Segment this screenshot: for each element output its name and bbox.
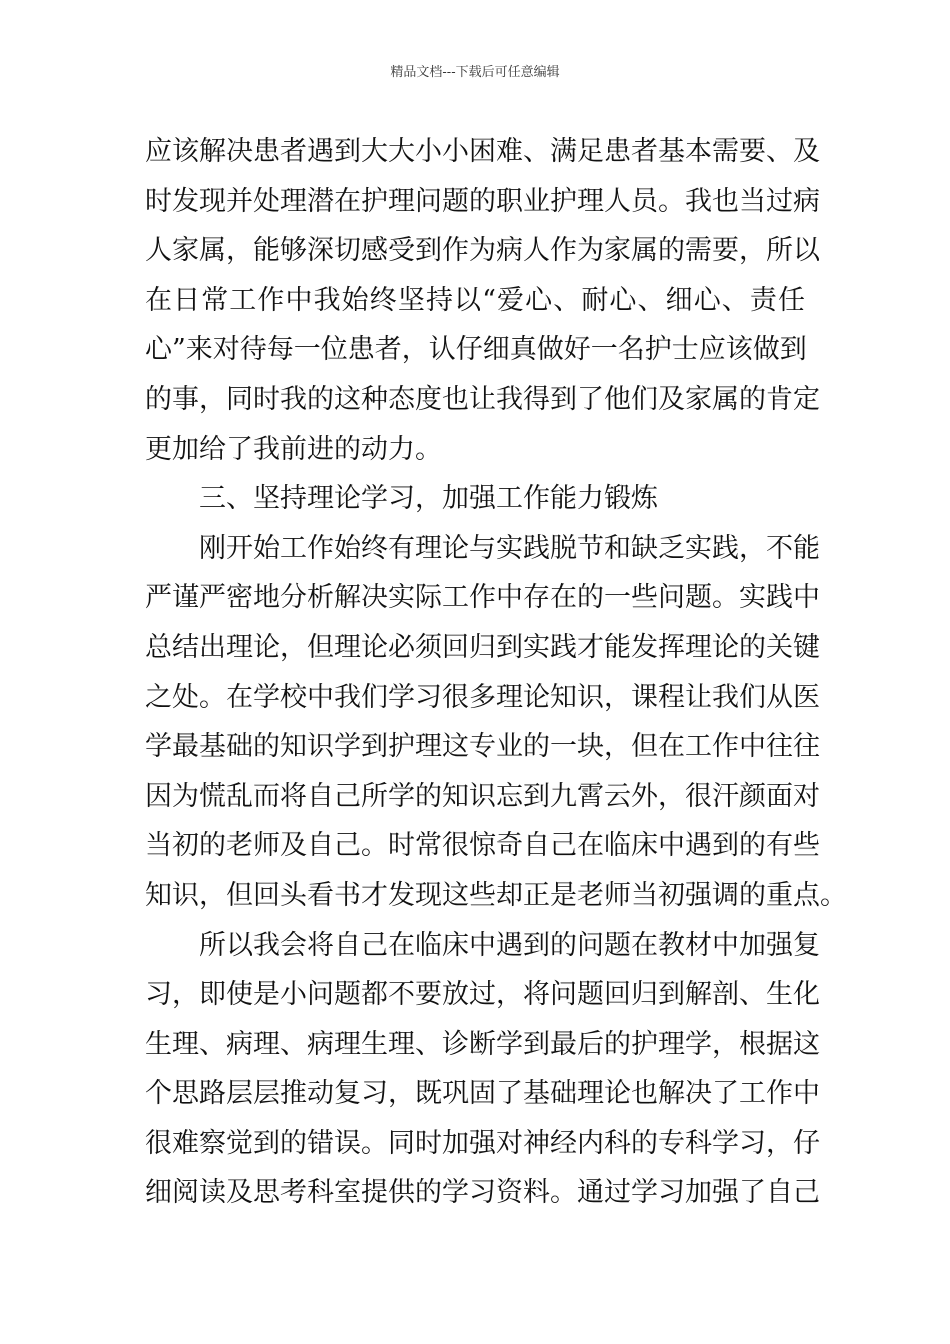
text-line: 之处。在学校中我们学习很多理论知识，课程让我们从医 xyxy=(145,681,820,713)
text-line: 细阅读及思考科室提供的学习资料。通过学习加强了自己 xyxy=(145,1177,820,1209)
text-line: 生理、病理、病理生理、诊断学到最后的护理学，根据这 xyxy=(145,1028,820,1060)
text-line: 严谨严密地分析解决实际工作中存在的一些问题。实践中 xyxy=(145,582,820,614)
text-line: 所以我会将自己在临床中遇到的问题在教材中加强复 xyxy=(199,929,820,961)
text-line: 习，即使是小问题都不要放过，将问题回归到解剖、生化 xyxy=(145,979,820,1011)
text-line: 应该解决患者遇到大大小小困难、满足患者基本需要、及 xyxy=(145,136,820,167)
text-line: 当初的老师及自己。时常很惊奇自己在临床中遇到的有些 xyxy=(145,830,820,862)
text-line: 三、坚持理论学习，加强工作能力锻炼 xyxy=(199,483,658,515)
text-line: 更加给了我前进的动力。 xyxy=(145,433,442,465)
text-line: 因为慌乱而将自己所学的知识忘到九霄云外，很汗颜面对 xyxy=(145,780,820,812)
page-header: 精品文档---下载后可任意编辑 xyxy=(390,65,560,80)
text-line: 刚开始工作始终有理论与实践脱节和缺乏实践，不能 xyxy=(199,532,820,564)
document-body xyxy=(145,127,847,1218)
text-line: 很难察觉到的错误。同时加强对神经内科的专科学习，仔 xyxy=(145,1127,820,1159)
text-line: 在日常工作中我始终坚持以“爱心、耐心、细心、责任 xyxy=(145,284,805,316)
text-line: 知识，但回头看书才发现这些却正是老师当初强调的重点。 xyxy=(145,879,847,911)
text-line: 总结出理论，但理论必须回归到实践才能发挥理论的关键 xyxy=(145,631,820,663)
text-line: 时发现并处理潜在护理问题的职业护理人员。我也当过病 xyxy=(145,185,820,217)
text-line: 的事，同时我的这种态度也让我得到了他们及家属的肯定 xyxy=(145,383,820,415)
text-line: 心”来对待每一位患者，认仔细真做好一名护士应该做到 xyxy=(145,334,807,366)
text-line: 学最基础的知识学到护理这专业的一块，但在工作中往往 xyxy=(145,731,820,763)
text-line: 人家属，能够深切感受到作为病人作为家属的需要，所以 xyxy=(145,235,820,267)
text-line: 个思路层层推动复习，既巩固了基础理论也解决了工作中 xyxy=(145,1078,820,1110)
